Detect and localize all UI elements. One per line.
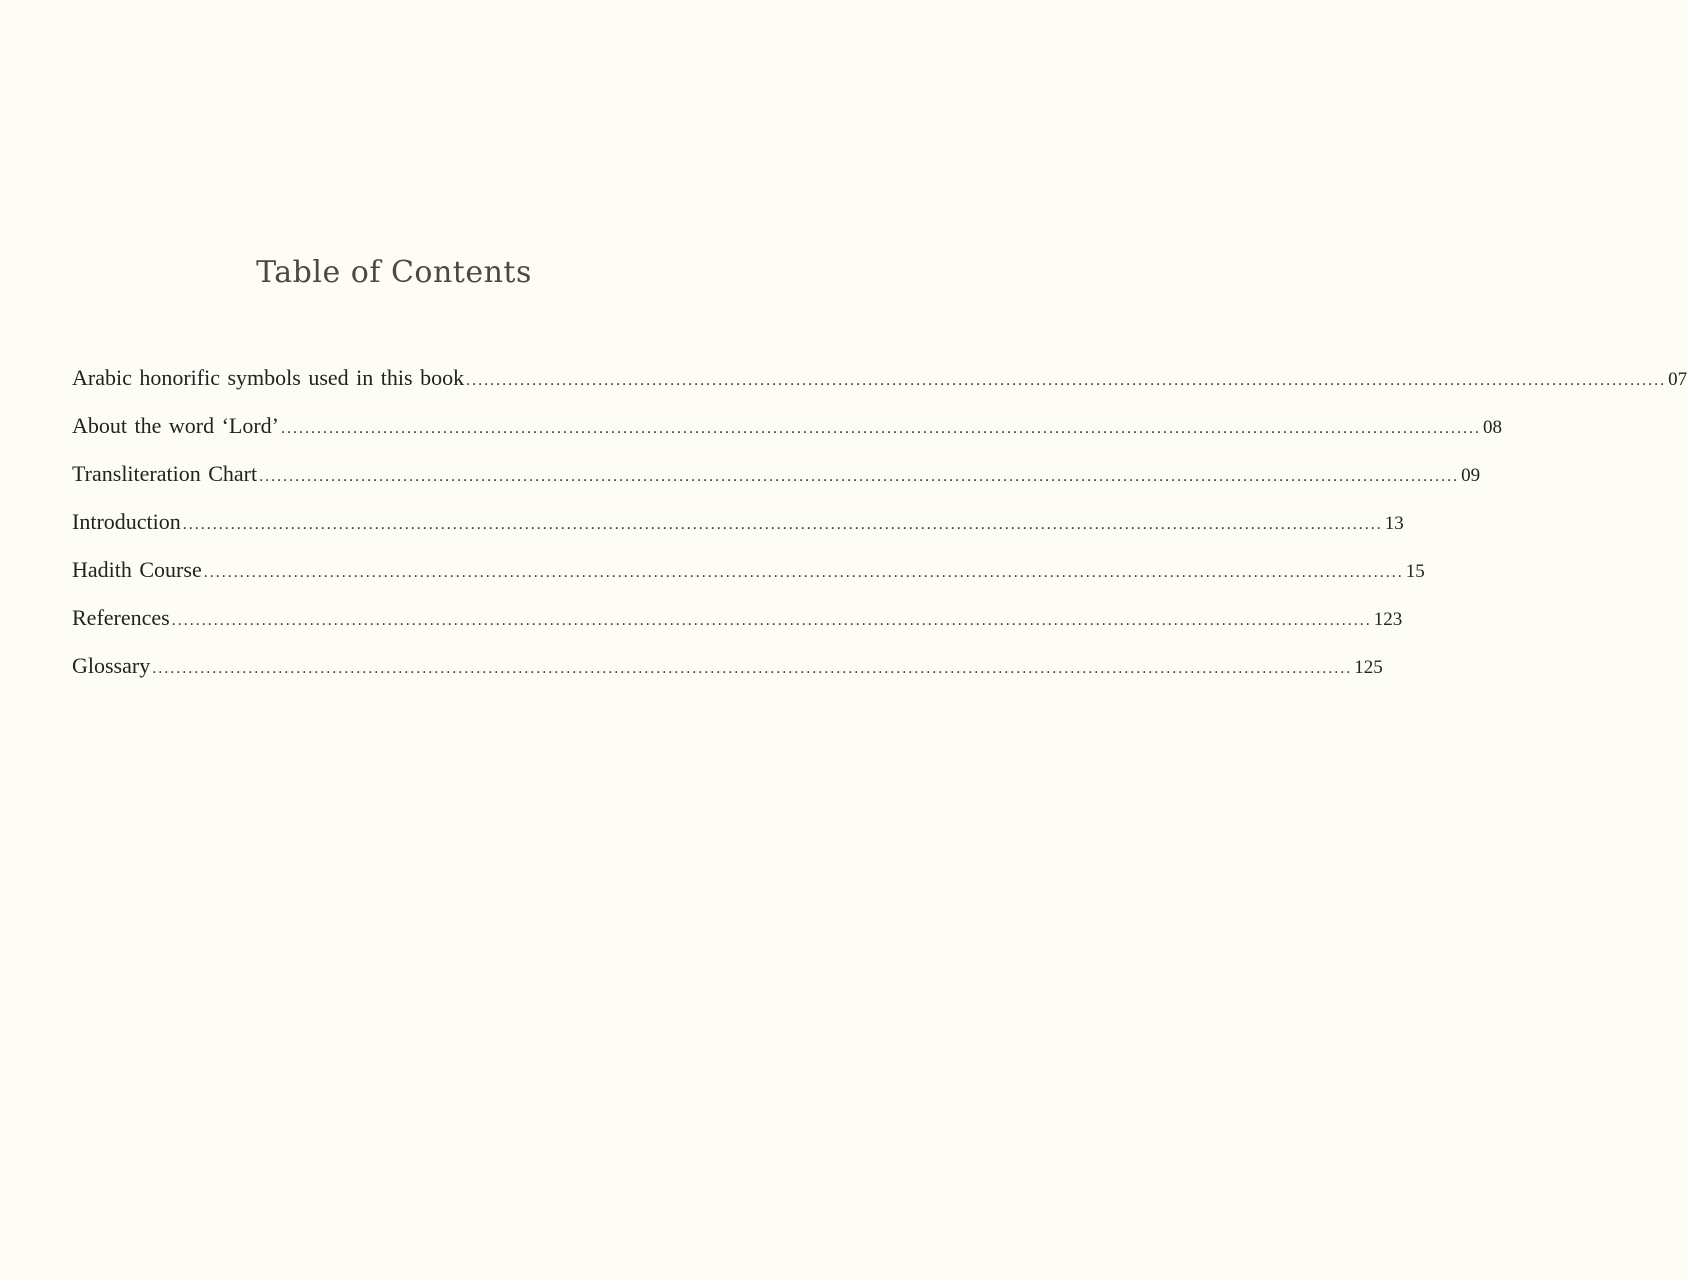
toc-entry-references	[72, 605, 1403, 653]
toc-entry-glossary	[72, 653, 1383, 701]
toc-entry-label: Arabic honorific symbols used in this book	[72, 365, 465, 390]
toc-entry-page-number: 125	[1354, 657, 1383, 678]
toc-entry-page-number: 08	[1483, 417, 1503, 438]
toc-entry-page-number: 09	[1461, 465, 1481, 486]
dot-leader: ........................................................................................................................................................................................................	[466, 372, 1667, 389]
toc-entry-page-number: 15	[1405, 561, 1425, 582]
page-title: Table of Contents	[256, 255, 532, 290]
toc-entry-label: References	[72, 605, 170, 630]
toc-entry-label: Transliteration Chart	[72, 461, 258, 486]
dot-leader: ........................................................................................................................................................................................................	[281, 420, 1482, 437]
toc-entry-label: Introduction	[72, 509, 181, 534]
toc-entry-introduction	[72, 509, 1404, 557]
toc-entry-transliteration-chart	[72, 461, 1481, 509]
dot-leader: ........................................................................................................................................................................................................	[182, 516, 1383, 533]
toc-entry-page-number: 123	[1373, 609, 1403, 630]
dot-leader: ........................................................................................................................................................................................................	[203, 564, 1404, 581]
toc-entry-label: Hadith Course	[72, 557, 202, 582]
toc-entry-label: About the word ‘Lord’	[72, 413, 280, 438]
toc-entry-page-number: 07	[1668, 369, 1687, 390]
table-of-contents	[72, 365, 1687, 701]
toc-entry-label: Glossary	[72, 653, 151, 678]
dot-leader: ........................................................................................................................................................................................................	[259, 468, 1460, 485]
toc-entry-page-number: 13	[1384, 513, 1404, 534]
dot-leader: ........................................................................................................................................................................................................	[152, 660, 1353, 677]
toc-entry-about-the-word-lord	[72, 413, 1503, 461]
toc-entry-arabic-honorific-symbols	[72, 365, 1687, 413]
toc-entry-hadith-course	[72, 557, 1425, 605]
dot-leader: ........................................................................................................................................................................................................	[171, 612, 1372, 629]
